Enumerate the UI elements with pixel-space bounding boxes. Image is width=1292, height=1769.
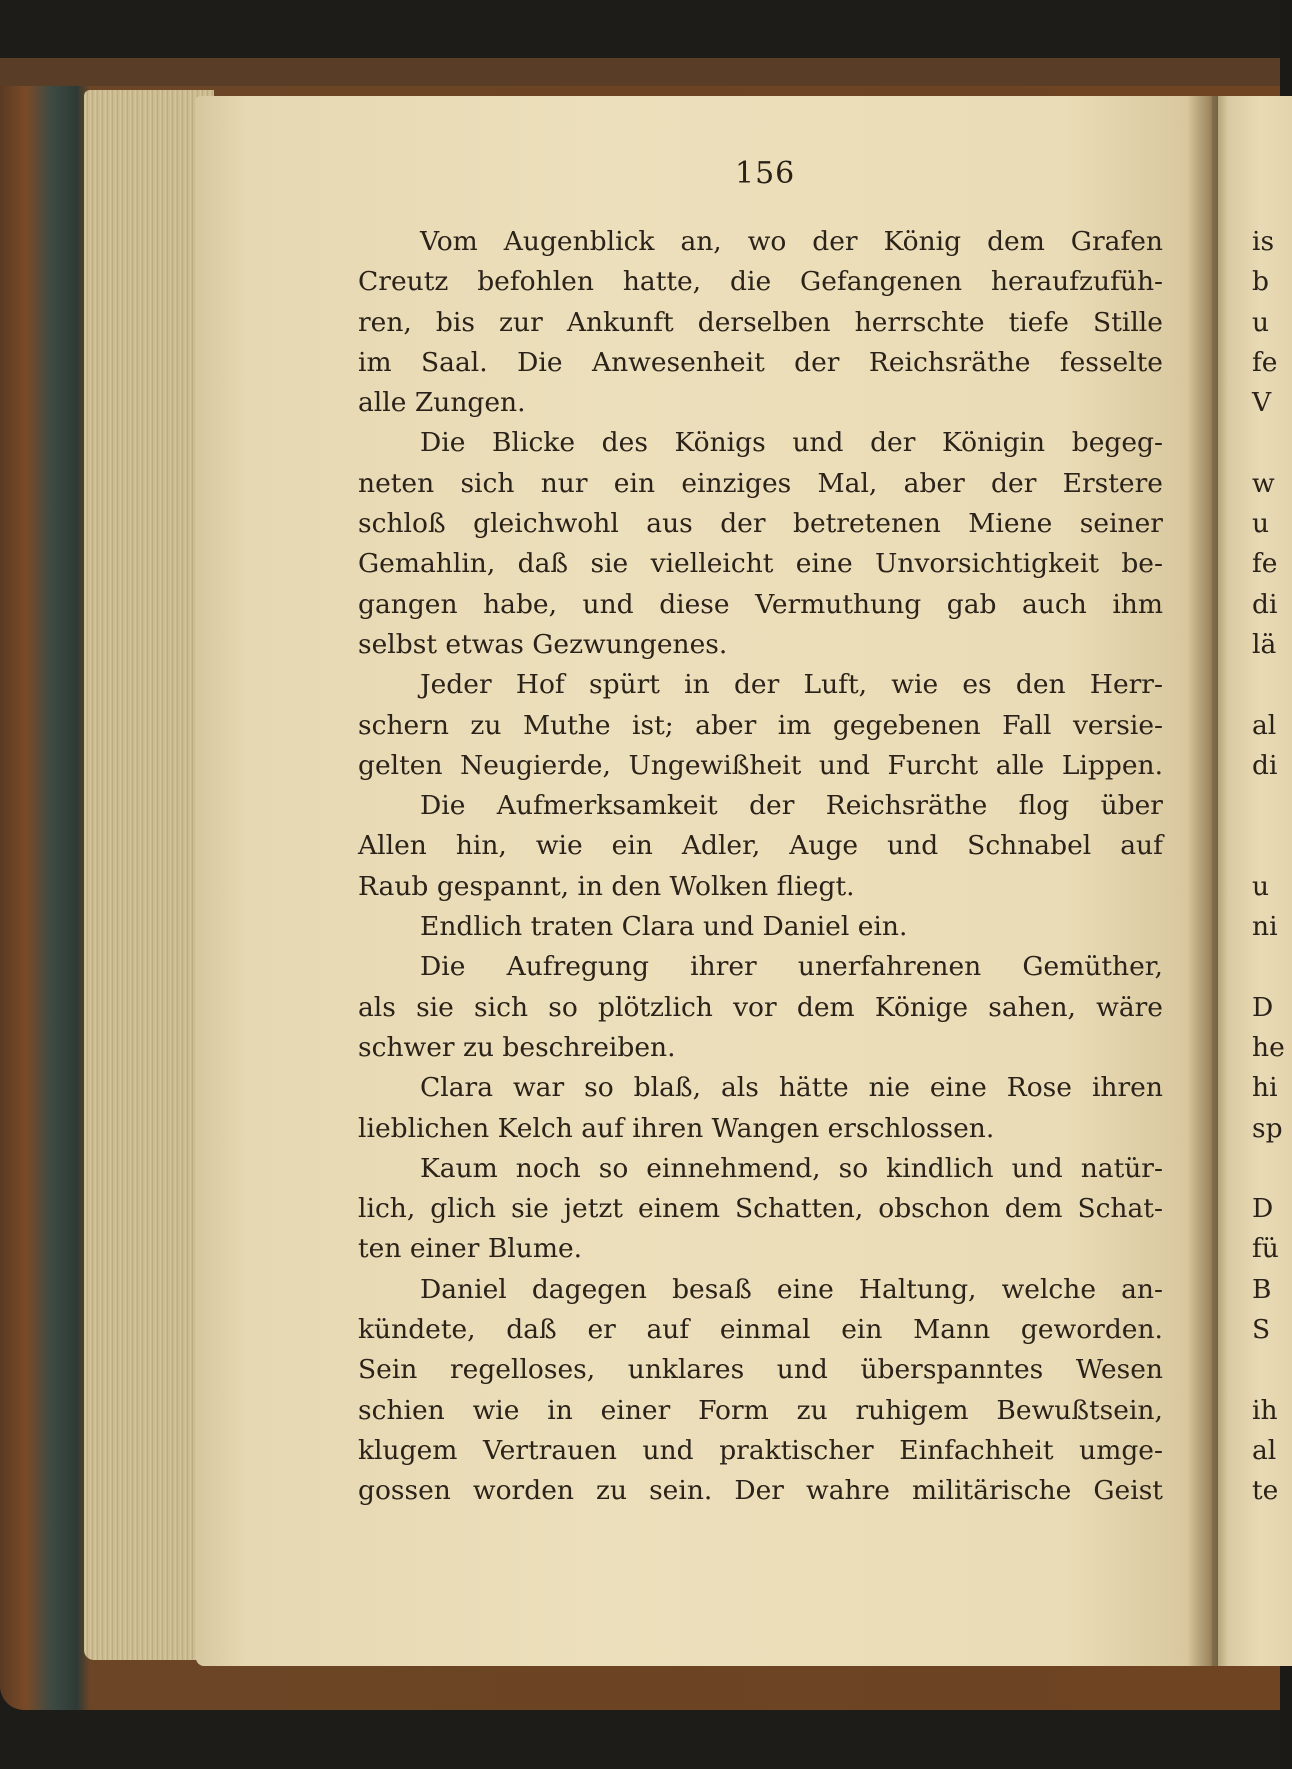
word: Ungewißheit <box>628 749 802 781</box>
text-line <box>358 1068 1163 1108</box>
word: Wesen <box>1075 1354 1163 1386</box>
word: der <box>720 508 766 540</box>
word: auf <box>646 1314 690 1346</box>
word: Schatten, <box>734 1193 864 1225</box>
word: ruhigem <box>855 1394 969 1426</box>
text-line <box>358 504 1163 544</box>
word: und <box>792 427 844 459</box>
right-page-fragment: D <box>1252 991 1274 1023</box>
right-page-fragment: te <box>1252 1475 1279 1507</box>
word: Hof <box>515 669 565 701</box>
right-page-fragment: fü <box>1252 1233 1279 1265</box>
book-cover-top-edge <box>0 58 1280 86</box>
word: wahre <box>806 1475 890 1507</box>
word: gegebenen <box>832 709 981 741</box>
word: geworden. <box>1020 1314 1163 1346</box>
word: sie <box>416 991 454 1023</box>
word: hätte <box>778 1072 849 1104</box>
right-page-fragment: sp <box>1252 1112 1283 1144</box>
word: Die <box>420 427 466 459</box>
word: Creutz <box>358 266 449 298</box>
text-line <box>358 585 1163 625</box>
word: eine <box>929 1072 987 1104</box>
text-line <box>358 1028 1163 1068</box>
word: aber <box>903 467 965 499</box>
word: glich <box>430 1193 497 1225</box>
word: derselben <box>697 306 831 338</box>
word: gangen <box>358 588 458 620</box>
right-page-fragment <box>1252 786 1292 826</box>
word: und <box>818 749 870 781</box>
right-page-fragment: u <box>1252 306 1270 338</box>
right-page-fragment: fe <box>1252 346 1278 378</box>
word: Fall <box>1002 709 1052 741</box>
text-line <box>358 343 1163 383</box>
word: wie <box>472 1394 520 1426</box>
text-line <box>358 665 1163 705</box>
right-page-fragment <box>1252 1149 1292 1189</box>
word: schern <box>358 709 449 741</box>
right-page-fragment <box>1252 423 1292 463</box>
word: des <box>601 427 648 459</box>
word: hin, <box>455 830 507 862</box>
word: Mal, <box>817 467 878 499</box>
word: plötzlich <box>598 991 713 1023</box>
word: Schnabel <box>967 830 1092 862</box>
word: überspanntes <box>860 1354 1044 1386</box>
word: war <box>513 1072 565 1104</box>
word: zu <box>470 709 502 741</box>
right-page-fragment: di <box>1252 749 1278 781</box>
text-line <box>358 423 1163 463</box>
word: daß <box>517 548 569 580</box>
word: Der <box>734 1475 784 1507</box>
word: im <box>358 346 392 378</box>
text-line <box>358 988 1163 1028</box>
word: sahen, <box>988 991 1076 1023</box>
word: wo <box>747 226 787 257</box>
word: einmal <box>719 1314 811 1346</box>
word: sich <box>474 991 529 1023</box>
word: obschon <box>878 1193 990 1225</box>
word: seiner <box>1079 508 1163 540</box>
word: auf <box>1120 830 1163 862</box>
word: gelten <box>358 749 443 781</box>
word: sein. <box>649 1475 713 1507</box>
word: Erstere <box>1062 467 1163 499</box>
right-page-fragment: hi <box>1252 1072 1278 1104</box>
right-page-fragment: fe <box>1252 548 1278 580</box>
word: vielleicht <box>650 548 774 580</box>
right-page-fragment: S <box>1252 1314 1271 1346</box>
right-page-fragment <box>1252 947 1292 987</box>
word: sie <box>511 1193 549 1225</box>
text-line <box>358 464 1163 504</box>
word: dem <box>796 991 855 1023</box>
word: wäre <box>1096 991 1163 1023</box>
word: Vom <box>420 226 478 257</box>
word: Die <box>420 790 466 822</box>
word: Allen <box>358 830 427 862</box>
page-number: 156 <box>735 156 796 191</box>
word: ihren <box>1091 1072 1163 1104</box>
right-page-fragment: is <box>1252 226 1275 257</box>
right-page-fragment: V <box>1252 387 1272 419</box>
right-page-fragment: lä <box>1252 628 1277 660</box>
word: jetzt <box>563 1193 623 1225</box>
word: Form <box>698 1394 769 1426</box>
text-line <box>358 786 1163 826</box>
word: und <box>1011 1152 1063 1184</box>
word: in <box>684 669 710 701</box>
text-line <box>358 1270 1163 1310</box>
word: Neugierde, <box>460 749 611 781</box>
word: tiefe <box>1008 306 1069 338</box>
word: und <box>776 1354 828 1386</box>
word: einer <box>600 1394 671 1426</box>
right-page-text-fragments <box>1252 222 1292 1512</box>
word: Ankunft <box>566 306 674 338</box>
text-line-content: schwer zu beschreiben. <box>358 1031 676 1063</box>
word: ren, <box>358 306 412 338</box>
text-line <box>358 706 1163 746</box>
word: dagegen <box>531 1273 647 1305</box>
word: Die <box>420 951 466 983</box>
word: ihm <box>1112 588 1163 620</box>
word: Miene <box>968 508 1053 540</box>
word: ein <box>841 1314 883 1346</box>
word: zu <box>596 1475 628 1507</box>
right-page-fragment: u <box>1252 870 1270 902</box>
word: ein <box>613 467 656 499</box>
word: es <box>962 669 992 701</box>
word: aus <box>646 508 693 540</box>
text-line <box>358 1310 1163 1350</box>
word: Geist <box>1093 1475 1163 1507</box>
word: einem <box>637 1193 720 1225</box>
word: blaß, <box>633 1072 702 1104</box>
word: Vermuthung <box>755 588 922 620</box>
word: Augenblick <box>503 226 655 257</box>
text-line <box>358 222 1163 262</box>
word: militärische <box>911 1475 1072 1507</box>
word: Herr- <box>1089 669 1163 701</box>
word: an- <box>1121 1273 1163 1305</box>
text-line <box>358 262 1163 302</box>
word: regelloses, <box>449 1354 596 1386</box>
word: wie <box>535 830 583 862</box>
page-gutter <box>1188 96 1218 1666</box>
word: Königs <box>674 427 766 459</box>
word: befohlen <box>477 266 594 298</box>
word: Königin <box>942 427 1046 459</box>
word: worden <box>472 1475 574 1507</box>
word: Muthe <box>522 709 611 741</box>
word: Lippen. <box>1061 749 1163 781</box>
word: neten <box>358 467 435 499</box>
word: sie <box>590 548 629 580</box>
word: daß <box>506 1314 557 1346</box>
word: Mann <box>913 1314 991 1346</box>
word: nur <box>540 467 588 499</box>
word: Stille <box>1093 306 1163 338</box>
word: spürt <box>588 669 660 701</box>
word: einziges <box>681 467 792 499</box>
word: lich, <box>358 1193 416 1225</box>
word: Jeder <box>420 669 492 701</box>
right-page-fragment: w <box>1252 467 1275 499</box>
word: nie <box>868 1072 910 1104</box>
word: begeg- <box>1071 427 1163 459</box>
right-page-fragment: ih <box>1252 1394 1278 1426</box>
right-page-fragment: al <box>1252 1434 1277 1466</box>
right-page-fragment: he <box>1252 1031 1285 1063</box>
right-page-fragment: D <box>1252 1193 1274 1225</box>
word: an, <box>680 226 722 257</box>
right-page-fragment: ni <box>1252 911 1278 943</box>
word: der <box>812 226 858 257</box>
word: praktischer <box>719 1434 874 1466</box>
word: Könige <box>874 991 969 1023</box>
word: Gemahlin, <box>358 548 496 580</box>
word: Bewußtsein, <box>996 1394 1163 1426</box>
word: herrschte <box>854 306 985 338</box>
word: der <box>870 427 916 459</box>
word: der <box>794 346 840 378</box>
word: Aufmerksamkeit <box>496 790 718 822</box>
word: Reichsräthe <box>868 346 1031 378</box>
word: Auge <box>789 830 859 862</box>
word: welche <box>1001 1273 1097 1305</box>
text-line <box>358 1431 1163 1471</box>
word: Furcht <box>887 749 979 781</box>
word: eine <box>776 1273 834 1305</box>
word: gleichwohl <box>473 508 619 540</box>
text-line-content: selbst etwas Gezwungenes. <box>358 628 728 660</box>
word: bis <box>435 306 475 338</box>
word: flog <box>1018 790 1070 822</box>
word: hatte, <box>622 266 702 298</box>
word: zur <box>499 306 543 338</box>
word: versie- <box>1072 709 1163 741</box>
word: alle <box>995 749 1045 781</box>
text-line <box>358 1149 1163 1189</box>
text-line <box>358 907 1163 947</box>
page-edges <box>84 90 214 1660</box>
text-line-content: alle Zungen. <box>358 387 526 419</box>
word: ihrer <box>690 951 757 983</box>
word: und <box>642 1434 694 1466</box>
word: Reichsräthe <box>825 790 988 822</box>
word: dem <box>1004 1193 1063 1225</box>
word: der <box>749 790 795 822</box>
word: Anwesenheit <box>591 346 765 378</box>
word: einnehmend, <box>646 1152 821 1184</box>
right-page-fragment <box>1252 1350 1292 1390</box>
word: und <box>887 830 939 862</box>
word: so <box>584 1072 614 1104</box>
word: Aufregung <box>506 951 649 983</box>
page-text <box>358 222 1163 1512</box>
word: diese <box>659 588 730 620</box>
word: gab <box>946 588 997 620</box>
word: Clara <box>420 1072 494 1104</box>
word: kindlich <box>886 1152 994 1184</box>
word: betretenen <box>793 508 941 540</box>
text-line <box>358 303 1163 343</box>
right-page-fragment <box>1252 826 1292 866</box>
word: und <box>582 588 634 620</box>
word: gossen <box>358 1475 451 1507</box>
word: Vertrauen <box>482 1434 617 1466</box>
word: Haltung, <box>858 1273 977 1305</box>
word: so <box>598 1152 629 1184</box>
right-page-fragment: b <box>1252 266 1269 298</box>
word: so <box>838 1152 869 1184</box>
word: unklares <box>627 1354 745 1386</box>
word: Saal. <box>421 346 488 378</box>
text-line <box>358 1189 1163 1229</box>
word: er <box>587 1314 616 1346</box>
word: als <box>721 1072 759 1104</box>
word: aber <box>695 709 757 741</box>
text-line <box>358 1229 1163 1269</box>
word: zu <box>796 1394 828 1426</box>
word: klugem <box>358 1434 458 1466</box>
word: Gefangenen <box>800 266 963 298</box>
right-page-fragment: di <box>1252 588 1278 620</box>
word: heraufzufüh- <box>990 266 1163 298</box>
text-line-content: lieblichen Kelch auf ihren Wangen erschlossen. <box>358 1112 995 1144</box>
word: sich <box>460 467 515 499</box>
word: natür- <box>1080 1152 1163 1184</box>
word: König <box>883 226 962 257</box>
text-line <box>358 383 1163 423</box>
word: Gemüther, <box>1022 951 1163 983</box>
right-page-fragment: u <box>1252 508 1270 540</box>
text-line <box>358 1109 1163 1149</box>
text-line <box>358 1391 1163 1431</box>
word: Kaum <box>420 1152 498 1184</box>
text-line <box>358 1471 1163 1511</box>
text-line-content: ten einer Blume. <box>358 1233 583 1265</box>
word: die <box>730 266 772 298</box>
word: Schat- <box>1077 1193 1163 1225</box>
word: Rose <box>1006 1072 1072 1104</box>
word: so <box>548 991 578 1023</box>
word: Einfachheit <box>899 1434 1054 1466</box>
word: fesselte <box>1059 346 1163 378</box>
word: vor <box>733 991 777 1023</box>
text-line-content: Endlich traten Clara und Daniel ein. <box>420 911 908 943</box>
word: als <box>358 991 396 1023</box>
word: ist; <box>632 709 674 741</box>
word: schloß <box>358 508 446 540</box>
text-line-content: Raub gespannt, in den Wolken fliegt. <box>358 870 855 902</box>
right-page-fragment: al <box>1252 709 1277 741</box>
text-line <box>358 826 1163 866</box>
word: Sein <box>358 1354 418 1386</box>
text-line <box>358 1350 1163 1390</box>
text-line <box>358 867 1163 907</box>
word: Unvorsichtigkeit <box>875 548 1099 580</box>
word: Blicke <box>492 427 576 459</box>
word: unerfahrenen <box>797 951 982 983</box>
text-line <box>358 947 1163 987</box>
word: den <box>1015 669 1066 701</box>
text-line <box>358 625 1163 665</box>
word: umge- <box>1079 1434 1163 1466</box>
word: Daniel <box>420 1273 507 1305</box>
word: der <box>733 669 780 701</box>
text-line <box>358 544 1163 584</box>
right-page-fragment <box>1252 665 1292 705</box>
text-line <box>358 746 1163 786</box>
word: über <box>1100 790 1163 822</box>
word: habe, <box>483 588 558 620</box>
word: be- <box>1121 548 1163 580</box>
word: im <box>777 709 812 741</box>
word: noch <box>515 1152 581 1184</box>
word: Adler, <box>681 830 761 862</box>
word: Die <box>517 346 563 378</box>
word: Luft, <box>803 669 868 701</box>
word: in <box>547 1394 573 1426</box>
right-page-fragment: B <box>1252 1273 1272 1305</box>
word: ein <box>611 830 653 862</box>
word: dem <box>987 226 1045 257</box>
word: der <box>991 467 1037 499</box>
word: auch <box>1022 588 1087 620</box>
word: schien <box>358 1394 445 1426</box>
word: eine <box>795 548 853 580</box>
word: kündete, <box>358 1314 476 1346</box>
word: wie <box>891 669 939 701</box>
word: besaß <box>672 1273 752 1305</box>
word: Grafen <box>1070 226 1163 257</box>
